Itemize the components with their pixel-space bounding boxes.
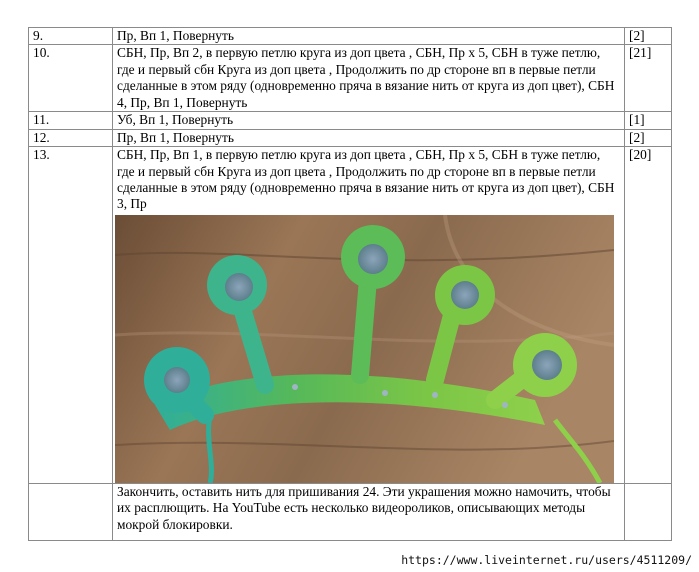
- row-stitch-count: [2]: [625, 129, 672, 146]
- row-instruction: СБН, Пр, Вп 2, в первую петлю круга из доп цвета , СБН, Пр х 5, СБН в туже петлю, где и первый сбн Круга из доп цвета , Продолжить по др стороне вп в первые петли сделанные в этом ряду (одновременно пряча в вязание нить от круга из доп цвет), СБН 4, Пр, Вп 1, Повернуть: [113, 45, 625, 112]
- table-row: [29, 28, 672, 45]
- source-url-watermark: https://www.liveinternet.ru/users/4511209/: [401, 553, 692, 567]
- table-row: [29, 129, 672, 146]
- row-number: 11.: [29, 112, 113, 129]
- row-stitch-count: [2]: [625, 28, 672, 45]
- row-instruction: СБН, Пр, Вп 1, в первую петлю круга из доп цвета , СБН, Пр х 5, СБН в туже петлю, где и первый сбн Круга из доп цвета , Продолжить по др стороне вп в первые петли сделанные в этом ряду (одновременно пряча в вязание нить от круга из доп цвет), СБН 3, Пр: [117, 147, 615, 212]
- table-row: [29, 147, 672, 484]
- table-row: [29, 112, 672, 129]
- crochet-photo: [115, 215, 614, 483]
- row-instruction: Пр, Вп 1, Повернуть: [113, 129, 625, 146]
- table-row: [29, 483, 672, 540]
- row-stitch-count: [20]: [625, 147, 672, 484]
- row-instruction-with-photo: [113, 147, 625, 484]
- row-stitch-count: [21]: [625, 45, 672, 112]
- row-stitch-count: [625, 483, 672, 540]
- table-row: [29, 45, 672, 112]
- row-number: 13.: [29, 147, 113, 484]
- row-instruction: Пр, Вп 1, Повернуть: [113, 28, 625, 45]
- row-number: [29, 483, 113, 540]
- pattern-table: [28, 27, 672, 541]
- row-instruction: Закончить, оставить нить для пришивания 24. Эти украшения можно намочить, чтобы их расплющить. На YouTube есть несколько видеороликов, описывающих методы мокрой блокировки.: [113, 483, 625, 540]
- row-number: 12.: [29, 129, 113, 146]
- row-number: 9.: [29, 28, 113, 45]
- row-instruction: Уб, Вп 1, Повернуть: [113, 112, 625, 129]
- row-stitch-count: [1]: [625, 112, 672, 129]
- row-number: 10.: [29, 45, 113, 112]
